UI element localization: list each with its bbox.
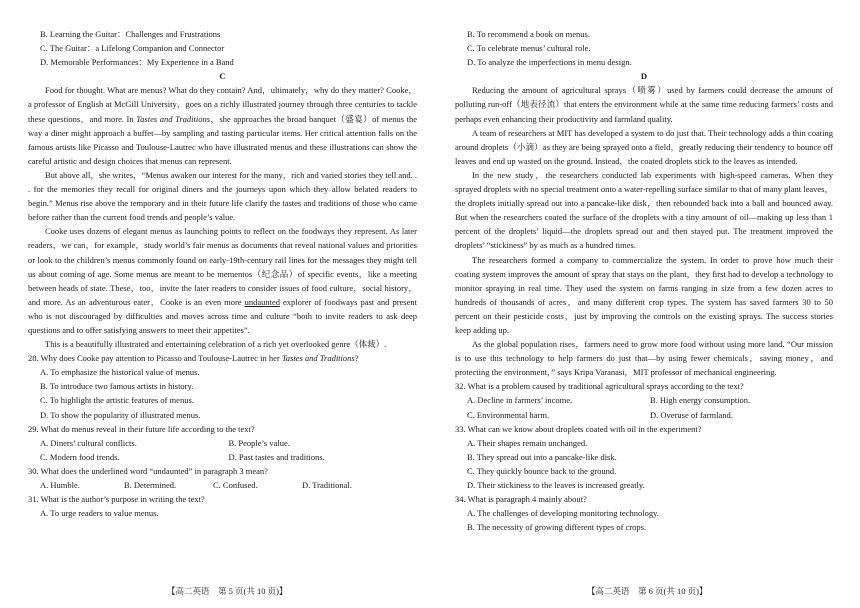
underlined-word: undaunted	[244, 296, 281, 307]
question-33-option-d: D. Their stickiness to the leaves is increased greatly.	[467, 480, 645, 490]
question-33-stem: 33. What can we know about droplets coated with oil in the experiment?	[455, 423, 702, 434]
question-30-option-d: D. Traditional.	[302, 480, 352, 490]
question-33-option-b: B. They spread out into a pancake-like disk.	[467, 451, 617, 462]
question-29-options-row-2	[28, 450, 417, 464]
option-line: B. Learning the Guitar：Challenges and Frustrations	[40, 29, 221, 39]
section-heading-d: D	[640, 71, 648, 82]
left-column	[28, 27, 417, 520]
question-30-option-a: A. Humble.	[40, 480, 80, 490]
passage-d-paragraph-1: Reducing the amount of agricultural sprays（喷雾）used by farmers could decrease the amount of polluting run-off（地表径流）that enters the environment while at the same time reducing farmers’ costs and perhaps even enhancing their productivity and farmland quality.	[455, 85, 833, 124]
question-28-option-c: C. To highlight the artistic features of menus.	[40, 395, 194, 406]
option-line: C. The Guitar：a Lifelong Companion and Connector	[40, 43, 225, 54]
passage-d-paragraph-2: A team of researchers at MIT has developed a system to do just that. Their technology adds a thin coating around droplets（小滴）as they are being sprayed onto a field，greatly reducing their tendency to bounce off leaves and end up wasted on the ground. Instead，the coated droplets stick to the leaves as intended.	[455, 127, 833, 166]
passage-c-paragraph-2: But above all，she writes，“Menus awaken our interest for the many，rich and varied stories they tell and. . . for the memories they recall for original diners and the journeys upon which they allow belated readers to begin.” Menus rise above the temporary and in their future life clarify the tastes and traditions of those who came before rather than the current food trends and people’s value.	[28, 169, 418, 223]
question-34-stem: 34. What is paragraph 4 mainly about?	[455, 494, 587, 505]
question-28-option-d: D. To show the popularity of illustrated menus.	[40, 409, 201, 420]
question-29-options-row-1	[28, 436, 417, 450]
question-32-options-row-2	[455, 408, 833, 422]
section-heading-c: C	[219, 71, 226, 82]
right-column	[455, 27, 833, 534]
question-29-stem: 29. What do menus reveal in their future life according to the text?	[28, 423, 255, 434]
question-31-option-c: C. To celebrate menus’ cultural role.	[467, 43, 591, 54]
question-30-option-c: C. Confused.	[213, 480, 258, 490]
question-31-option-a: A. To urge readers to value menus.	[40, 508, 159, 519]
question-32-options-row-1	[455, 393, 833, 407]
passage-d-paragraph-5: As the global population rises，farmers need to grow more food without using more land. “Our mission is to use this technology to help farmers do just that—by using fewer chemicals，saving money，and protecting the environment，” says Kripa Varanasi，MIT professor of mechanical engineering.	[455, 339, 833, 378]
question-31-stem: 31. What is the author’s purpose in writing the text?	[28, 494, 205, 505]
question-29-option-d: D. Past tastes and traditions.	[228, 451, 325, 462]
page-footer-left: 【高二英语 第 5 页(共 10 页)】	[167, 586, 288, 596]
question-31-option-d: D. To analyze the imperfections in menu design.	[467, 57, 632, 68]
question-34-option-a: A. The challenges of developing monitoring technology.	[467, 508, 659, 519]
passage-d-paragraph-4: The researchers formed a company to commercialize the system. In order to prove how much their coating system improves the amount of spray that stays on the plant，they first had to develop a technology to monitor spraying in real time. They used the system on farms ranging in size from a few dozen acres to hundreds of thousands of acres，and many different crop types. The system has saved farmers 30 to 50 percent on their pesticide costs，just by improving the controls on the existing sprays. The success stories keep adding up.	[455, 254, 833, 335]
question-28-option-b: B. To introduce two famous artists in history.	[40, 381, 194, 392]
option-line: D. Memorable Performances：My Experience in a Band	[40, 57, 234, 68]
question-32-option-d: D. Overuse of farmland.	[650, 409, 733, 420]
question-28-option-a: A. To emphasize the historical value of menus.	[40, 367, 200, 378]
question-32-option-a: A. Decline in farmers’ income.	[467, 395, 573, 406]
question-33-option-a: A. Their shapes remain unchanged.	[467, 437, 588, 448]
question-32-option-c: C. Environmental harm.	[467, 409, 550, 420]
passage-c-paragraph-4: This is a beautifully illustrated and entertaining celebration of a rich yet overlooked genre（体裁）.	[45, 339, 387, 350]
passage-d-paragraph-3: In the new study，the researchers conducted lab experiments with high-speed cameras. When they sprayed droplets with no special treatment onto a water-repelling surface similar to that of many plant leaves，the droplets initially spread out into a pancake-like disk，then rebounded back into a ball and bounced away. But when the researchers coated the surface of the droplets with a tiny amount of oil—making up less than 1 percent of the droplets’ liquid—the droplets spread out and then stayed put. The treatment improved the droplets’ “stickiness” by as much as a hundred times.	[455, 169, 833, 251]
passage-c-paragraph-1: Food for thought. What are menus? What do they contain? And，ultimately，why do they matter? Cooke，a professor of English at McGill University，goes on a richly illustrated journey through three centuries to tackle these questions，and more. In Tastes and Traditions，she approaches the broad banquet（盛宴）of menus the way a diner might approach a buffet—by sampling and tasting particular items. Her critical attention falls on the famous artists like Picasso and Toulouse-Lautrec who have illustrated menus and these illustrations can show the careful artistic and design choices that menus can represent.	[28, 85, 417, 166]
question-30-option-b: B. Determined.	[124, 480, 177, 490]
passage-c-paragraph-3: Cooke uses dozens of elegant menus as launching points to reflect on the foodways they represent. As later readers，we can，for example，study world’s fair menus as documents that reveal national values and priorities or look to the children’s menus commonly found on early-19th-century rail lines for the messages they might tell us about coming of age. Some menus are meant to be mementos（纪念品）of specific events，like a meeting between heads of state. These，too，invite the later readers to consider issues of food culture，social history，and more. As an adventurous eater，Cooke is an even more undaunted explorer of foodways past and present who is not discouraged by difficulties and moves across time and culture “both to invite readers to ask deep questions and to offer satisfying answers to meet their appetites”.	[28, 226, 417, 335]
question-32-option-b: B. High energy consumption.	[650, 395, 751, 406]
question-30-stem: 30. What does the underlined word “undaunted” in paragraph 3 mean?	[28, 465, 268, 476]
question-28-stem: 28. Why does Cooke pay attention to Picasso and Toulouse-Lautrec in her Tastes and Traditions?	[28, 353, 359, 364]
page-footer-right: 【高二英语 第 6 页(共 10 页)】	[587, 586, 708, 596]
question-31-option-b: B. To recommend a book on menus.	[467, 29, 590, 39]
question-30-options	[28, 478, 417, 492]
question-32-stem: 32. What is a problem caused by traditional agricultural sprays according to the text?	[455, 381, 744, 392]
question-29-option-c: C. Modern food trends.	[40, 451, 120, 462]
question-29-option-a: A. Diners’ cultural conflicts.	[40, 437, 137, 448]
question-29-option-b: B. People’s value.	[228, 437, 290, 448]
question-34-option-b: B. The necessity of growing different types of crops.	[467, 522, 647, 533]
question-33-option-c: C. They quickly bounce back to the ground.	[467, 465, 617, 476]
book-title: Tastes and Traditions	[136, 113, 211, 124]
